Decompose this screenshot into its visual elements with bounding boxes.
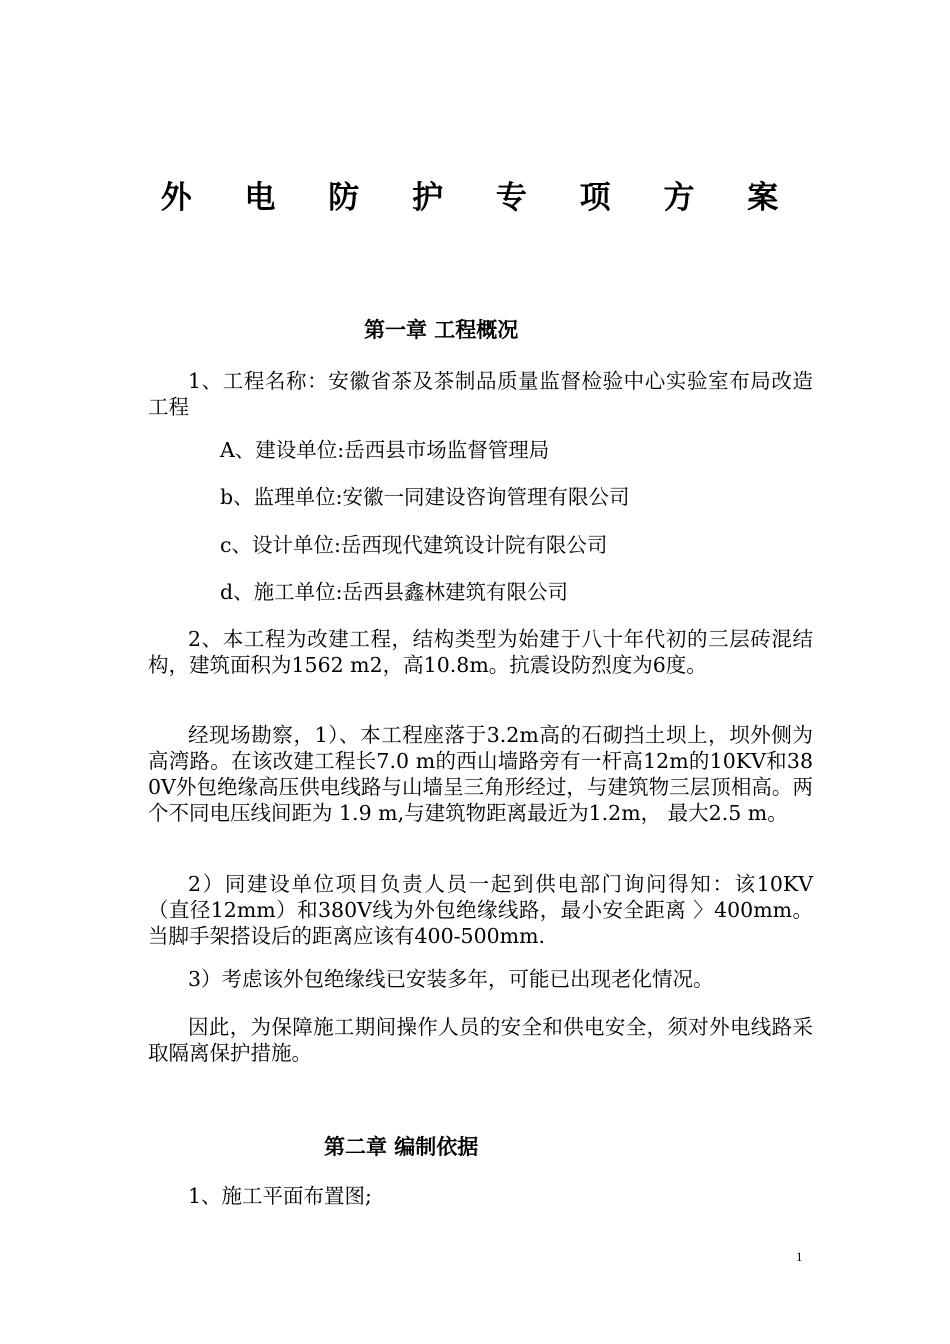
construction-unit-item: A、建设单位:岳西县市场监督管理局: [220, 438, 550, 462]
conclusion-paragraph: 因此，为保障施工期间操作人员的安全和供电安全，须对外电线路采取隔离保护措施。: [148, 1015, 813, 1065]
chapter-1-heading: 第一章 工程概况: [364, 318, 519, 342]
contractor-unit-item: d、施工单位:岳西县鑫林建筑有限公司: [220, 580, 569, 604]
aging-line-paragraph: 3）考虑该外包绝缘线已安装多年，可能已出现老化情况。: [188, 967, 714, 991]
design-unit-item: c、设计单位:岳西现代建筑设计院有限公司: [220, 533, 608, 557]
site-survey-paragraph: 经现场勘察，1）、本工程座落于3.2m高的石砌挡土坝上，坝外侧为高湾路。在该改建工程长7.0 m的西山墙路旁有一杆高12m的10KV和380V外包绝缘高压供电线路与山墙呈三角形经过，与建筑物三层顶相高。两个不同电压线间距为 1.9 m,与建筑物距离最近为1.2m， 最大2.5 m。: [148, 723, 813, 825]
site-plan-item: 1、施工平面布置图;: [188, 1184, 372, 1208]
supervision-unit-item: b、监理单位:安徽一同建设咨询管理有限公司: [220, 485, 630, 509]
document-title: 外 电 防 护 专 项 方 案: [160, 180, 800, 216]
chapter-2-heading: 第二章 编制依据: [324, 1135, 479, 1159]
structure-paragraph: 2、本工程为改建工程，结构类型为始建于八十年代初的三层砖混结构，建筑面积为1562 m2，高10.8m。抗震设防烈度为6度。: [148, 627, 813, 677]
power-line-inquiry-paragraph: 2）同建设单位项目负责人员一起到供电部门询问得知：该10KV （直径12mm）和380V线为外包绝缘线路，最小安全距离 〉400mm。当脚手架搭设后的距离应该有400-500mm.: [148, 872, 813, 948]
project-name-paragraph: 1、工程名称：安徽省茶及茶制品质量监督检验中心实验室布局改造工程: [148, 369, 813, 419]
page-number: 1: [796, 1249, 803, 1264]
